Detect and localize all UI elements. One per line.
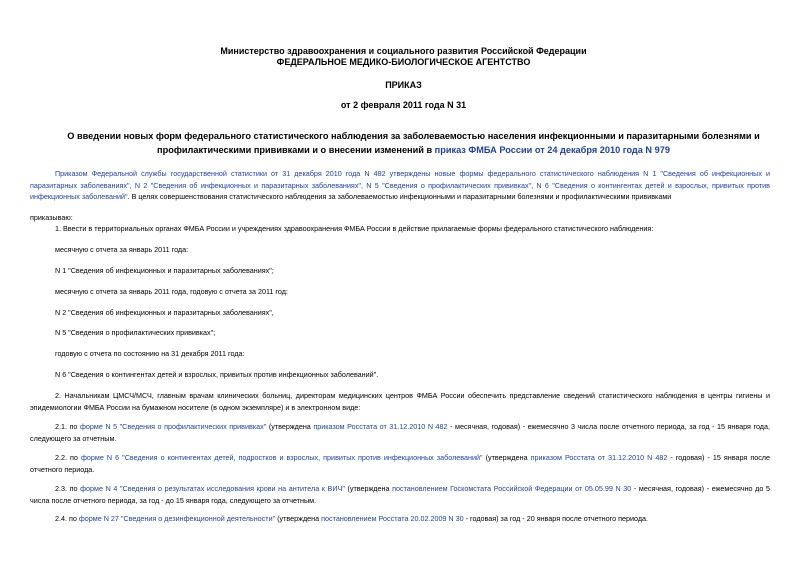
doc-date-heading: от 2 февраля 2011 года N 31 — [340, 100, 467, 110]
intro-paragraph — [30, 168, 770, 203]
title-order-link[interactable]: приказ ФМБА России от 24 декабря 2010 года N 979 — [434, 145, 670, 155]
period-annual: годовую с отчета по состоянию на 31 декабря 2011 года: — [55, 349, 245, 358]
goskomstat-30-link[interactable]: постановлением Госкомстата Российской Федерации от 05.05.99 N 30 — [392, 484, 632, 493]
item-2-2-suffix: - годовая) - 15 января после отчетного периода. — [30, 453, 770, 474]
form-5-link[interactable]: форме N 5 "Сведения о профилактических прививках" — [79, 422, 267, 431]
item-2-1-prefix: 2.1. по — [55, 422, 80, 431]
rosstat-30-link[interactable]: постановлением Росстата 20.02.2009 N 30 — [321, 514, 464, 523]
agency-heading: ФЕДЕРАЛЬНОЕ МЕДИКО-БИОЛОГИЧЕСКОЕ АГЕНТСТВО — [276, 57, 531, 67]
item-1: 1. Ввести в территориальных органах ФМБА России и учреждениях здравоохранения ФМБА России в действие прилагаемые формы федерального статистического наблюдения: — [55, 224, 654, 233]
form-1-item: N 1 "Сведения об инфекционных и паразитарных заболеваниях"; — [55, 266, 274, 275]
item-2-text: 2. Начальникам ЦМСЧ/МСЧ, главным врачам клинических больниц, директорам медицинских центров ФМБА России обеспечить представление сведений статистического наблюдения в центры гигиены и эпидемиологии ФМБА России на бумажном носителе (в одном экземпляре) и в электронном виде: — [30, 391, 770, 412]
item-2-2 — [30, 452, 770, 475]
item-2-3-prefix: 2.3. по — [55, 484, 81, 493]
item-2-3-suffix: - месячная, годовая) - ежемесячно до 5 числа после отчетного периода, за год - до 15 января года, следующего за отчетным. — [30, 484, 770, 505]
order-word: приказываю: — [30, 213, 73, 222]
form-2-item: N 2 "Сведения об инфекционных и паразитарных заболеваниях", — [55, 308, 274, 317]
item-2-3-mid: (утверждена — [344, 484, 393, 493]
intro-text: . В целях совершенствования статистического наблюдения за заболеваемостью инфекционными и паразитарными болезнями и профилактическими прививками — [127, 192, 672, 201]
item-2-4-suffix: - годовая) за год - 20 января после отчетного периода. — [463, 514, 649, 523]
item-2-4 — [30, 513, 770, 525]
period-monthly-annual: месячную с отчета за январь 2011 года, годовую с отчета за 2011 год: — [55, 287, 288, 296]
form-6-item: N 6 "Сведения о контингентах детей и взрослых, привитых против инфекционных заболеваний". — [55, 370, 379, 379]
form-6-link[interactable]: форме N 6 "Сведения о контингентах детей, подростков и взрослых, привитых против инфекционных заболеваний" — [80, 453, 483, 462]
doc-type-heading: ПРИКАЗ — [385, 80, 422, 90]
form-27-link[interactable]: форме N 27 "Сведения о дезинфекционной деятельности" — [78, 514, 276, 523]
rosstat-order-link[interactable]: Приказом Федеральной службы государственной статистики от 31 декабря 2010 года N 482 утверждены новые формы федерального статистического наблюдения N 1 "Сведения об инфекционных и паразитарных заболеваниях", N 2 "Сведения об инфекционных и паразитарных заболеваниях", N 5 "Сведения о профилактических прививках", N 6 "Сведения о контингентах детей и взрослых, привитых против инфекционных заболеваний" — [30, 169, 770, 201]
rosstat-482-link-2[interactable]: приказом Росстата от 31.12.2010 N 482 — [530, 453, 668, 462]
document-title — [48, 129, 779, 157]
item-2-1-mid: (утверждена — [266, 422, 314, 431]
item-2-2-mid: (утверждена — [482, 453, 531, 462]
item-2-1-suffix: - месячная, годовая) - ежемесячно 3 числа после отчетного периода, за год - 15 января года, следующего за отчетным. — [30, 422, 770, 443]
item-2 — [30, 390, 770, 413]
item-2-2-prefix: 2.2. по — [55, 453, 81, 462]
item-2-3 — [30, 483, 770, 506]
form-4-link[interactable]: форме N 4 "Сведения о результатах исследования крови на антитела к ВИЧ" — [80, 484, 345, 493]
period-monthly: месячную с отчета за январь 2011 года: — [55, 245, 189, 254]
item-2-1 — [30, 421, 770, 444]
item-2-4-prefix: 2.4. по — [55, 514, 79, 523]
item-2-4-mid: (утверждена — [275, 514, 322, 523]
form-5-item: N 5 "Сведения о профилактических прививках"; — [55, 328, 216, 337]
rosstat-482-link[interactable]: приказом Росстата от 31.12.2010 N 482 — [313, 422, 448, 431]
ministry-heading: Министерство здравоохранения и социального развития Российской Федерации — [220, 46, 587, 56]
title-text: О введении новых форм федерального статистического наблюдения за заболеваемостью населения инфекционными и паразитарными болезнями и профилактическими прививками и о внесении изменений в — [67, 131, 760, 155]
